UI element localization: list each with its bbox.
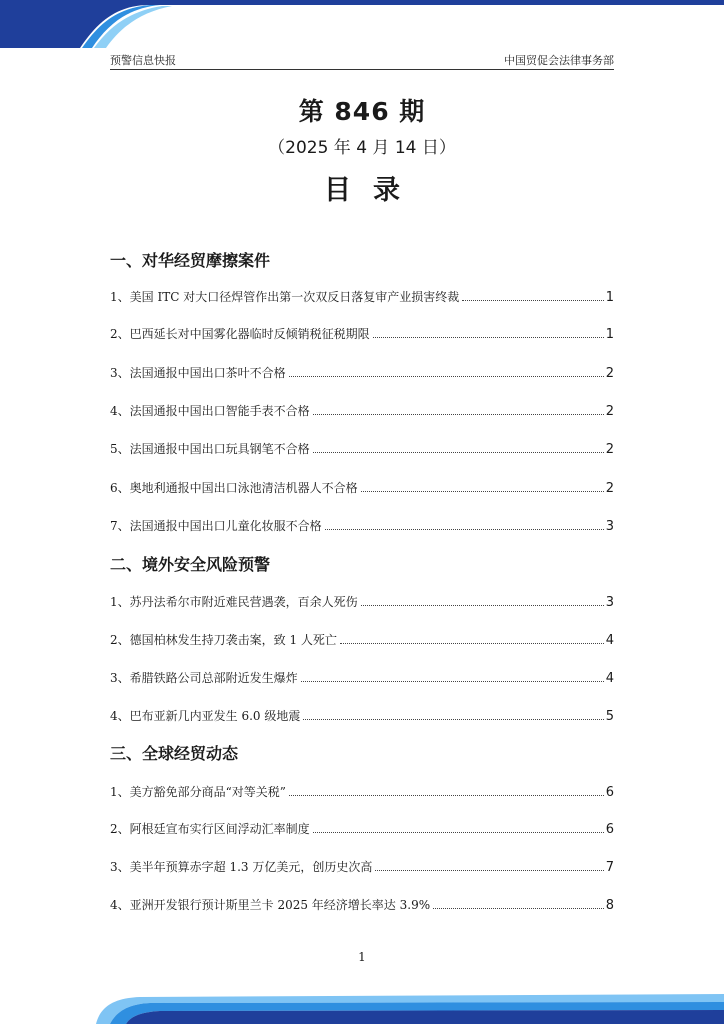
toc-entry-text: 1、美国 ITC 对大口径焊管作出第一次双反日落复审产业损害终裁: [110, 290, 460, 304]
toc-entry-text: 2、阿根廷宣布实行区间浮动汇率制度: [110, 822, 310, 836]
toc-entry-page: 6: [605, 822, 614, 837]
toc-entry-text: 4、法国通报中国出口智能手表不合格: [110, 404, 310, 418]
toc-entry-text: 5、法国通报中国出口玩具钢笔不合格: [110, 442, 310, 456]
toc-entry-text: 3、美半年预算赤字超 1.3 万亿美元，创历史次高: [110, 860, 373, 874]
toc-entry-page: 4: [605, 671, 614, 686]
section-heading: 二、境外安全风险预警: [110, 555, 271, 574]
toc-entry[interactable]: [110, 437, 614, 457]
page-number: 1: [358, 950, 366, 964]
toc-leader-dots: [289, 376, 604, 377]
toc-entry-page: 2: [605, 366, 614, 381]
toc-entry[interactable]: [110, 476, 614, 496]
toc-leader-dots: [433, 908, 604, 909]
toc-entry-page: 2: [605, 404, 614, 419]
toc-leader-dots: [301, 681, 604, 682]
toc-entry[interactable]: [110, 322, 614, 342]
issue-date: （2025 年 4 月 14 日）: [268, 138, 456, 158]
toc-leader-dots: [325, 529, 604, 530]
toc-entry-page: 2: [605, 442, 614, 457]
toc-entry-text: 1、苏丹法希尔市附近难民营遇袭，百余人死伤: [110, 595, 358, 609]
toc-entry-text: 2、巴西延长对中国雾化器临时反倾销税征税期限: [110, 327, 370, 341]
toc-entry-text: 4、亚洲开发银行预计斯里兰卡 2025 年经济增长率达 3.9%: [110, 898, 431, 912]
toc-entry[interactable]: [110, 855, 614, 875]
toc-entry-page: 8: [605, 898, 614, 913]
toc-entry[interactable]: [110, 817, 614, 837]
toc-entry-text: 4、巴布亚新几内亚发生 6.0 级地震: [110, 709, 301, 723]
toc-entry[interactable]: [110, 590, 614, 610]
toc-entry-page: 1: [605, 327, 614, 342]
toc-entry[interactable]: [110, 704, 614, 724]
toc-entry[interactable]: [110, 514, 614, 534]
header-right-text: 中国贸促会法律事务部: [504, 54, 614, 67]
toc-entry-page: 3: [605, 595, 614, 610]
toc-entry[interactable]: [110, 893, 614, 913]
toc-leader-dots: [373, 337, 604, 338]
toc-leader-dots: [313, 832, 604, 833]
toc-title: 目录: [324, 175, 422, 206]
toc-entry[interactable]: [110, 399, 614, 419]
toc-leader-dots: [303, 719, 603, 720]
toc-entry-text: 3、希腊铁路公司总部附近发生爆炸: [110, 671, 298, 685]
header-rule: [110, 69, 614, 70]
toc-entry[interactable]: [110, 628, 614, 648]
issue-number: 第 846 期: [298, 97, 426, 126]
toc-entry-text: 2、德国柏林发生持刀袭击案，致 1 人死亡: [110, 633, 337, 647]
toc-leader-dots: [289, 795, 604, 796]
section-heading: 一、对华经贸摩擦案件: [110, 251, 271, 270]
header-left-text: 预警信息快报: [110, 54, 176, 67]
footer-decoration: [0, 990, 724, 1024]
toc-entry[interactable]: [110, 361, 614, 381]
toc-entry[interactable]: [110, 780, 614, 800]
toc-entry-page: 5: [605, 709, 614, 724]
toc-leader-dots: [462, 300, 604, 301]
toc-leader-dots: [361, 605, 604, 606]
section-heading: 三、全球经贸动态: [110, 744, 239, 763]
toc-leader-dots: [361, 491, 604, 492]
toc-entry-text: 7、法国通报中国出口儿童化妆服不合格: [110, 519, 322, 533]
toc-entry-text: 6、奥地利通报中国出口泳池清洁机器人不合格: [110, 481, 358, 495]
toc-entry[interactable]: [110, 666, 614, 686]
toc-leader-dots: [313, 414, 604, 415]
toc-leader-dots: [375, 870, 603, 871]
toc-leader-dots: [313, 452, 604, 453]
toc-entry-page: 6: [605, 785, 614, 800]
toc-entry[interactable]: [110, 285, 614, 305]
header-decoration: [0, 0, 724, 48]
toc-entry-page: 2: [605, 481, 614, 496]
toc-leader-dots: [340, 643, 604, 644]
toc-entry-text: 1、美方豁免部分商品“对等关税”: [110, 785, 286, 799]
toc-entry-page: 4: [605, 633, 614, 648]
toc-entry-page: 7: [605, 860, 614, 875]
toc-entry-page: 3: [605, 519, 614, 534]
toc-entry-page: 1: [605, 290, 614, 305]
toc-entry-text: 3、法国通报中国出口茶叶不合格: [110, 366, 286, 380]
